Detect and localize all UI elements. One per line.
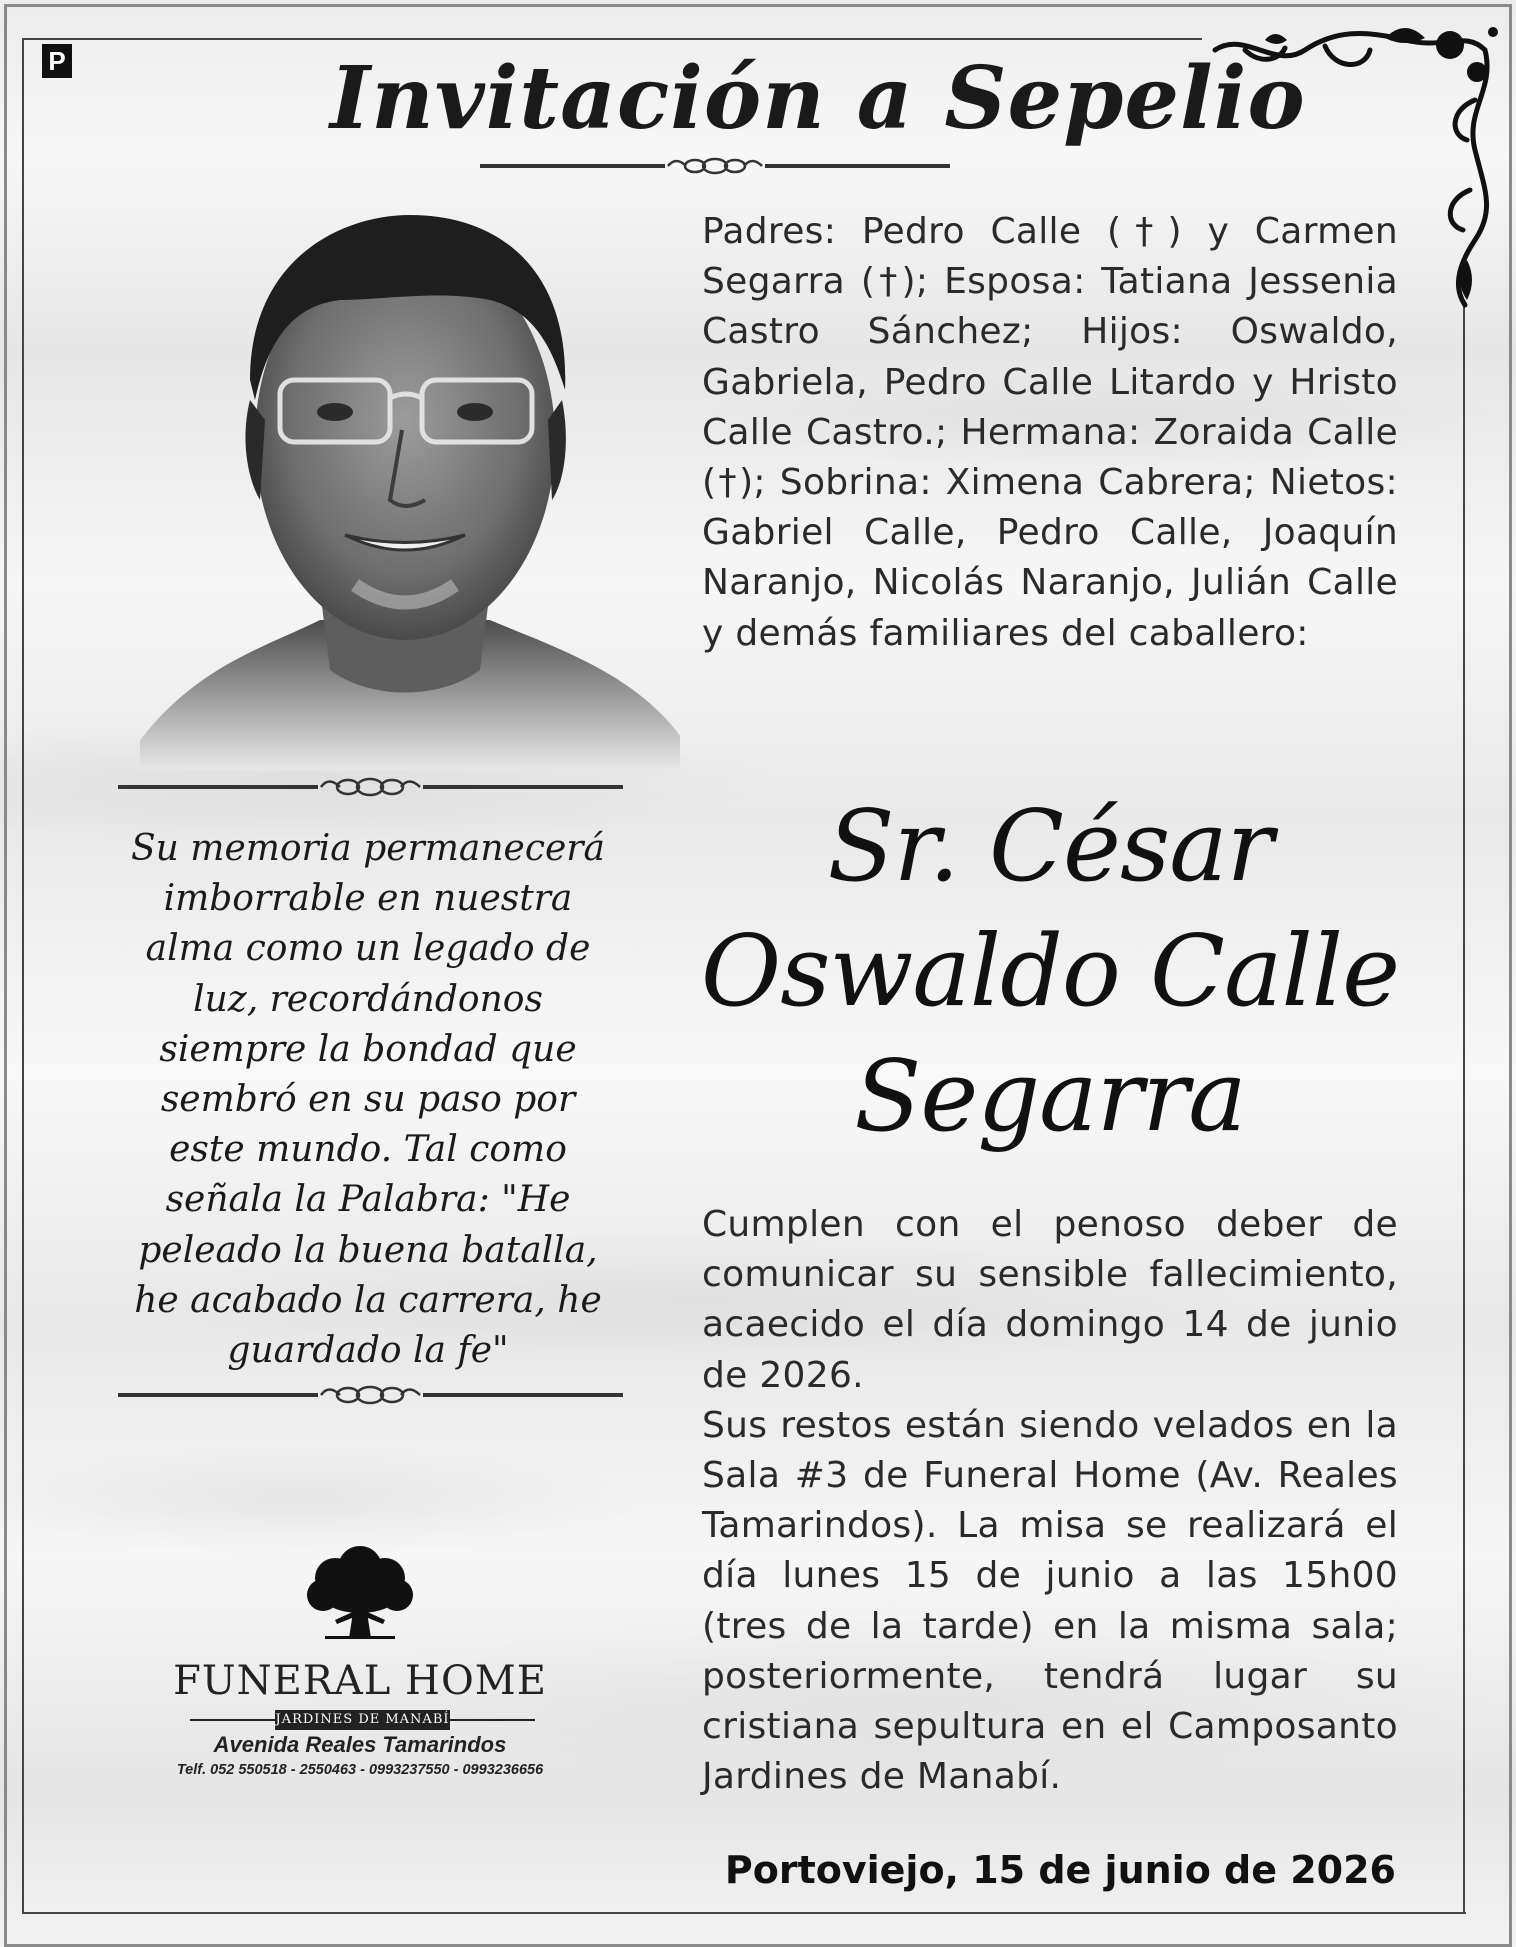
memorial-quote: Su memoria permanecerá imborrable en nuestra alma como un legado de luz, recordándonos siempre la bondad que sembró en su paso por este mundo. Tal como señala la Palabra: "He peleado la buena batalla, he acabado la carrera, he guardado la fe" xyxy=(131,828,605,1372)
announcement xyxy=(702,1200,1398,1802)
deceased-name-line2: Oswaldo Calle xyxy=(700,915,1400,1029)
portrait-photo xyxy=(140,200,680,770)
page-title: Invitación a Sepelio xyxy=(330,48,1306,149)
funeral-home-name: FUNERAL HOME xyxy=(173,1658,547,1704)
title-divider-icon xyxy=(480,152,950,180)
frame-top-line xyxy=(22,38,1202,40)
publication-badge: P xyxy=(42,44,72,78)
announcement-paragraph-1: Cumplen con el penoso deber de comunicar su sensible fallecimiento, acaecido el día domingo 14 de junio de 2026. xyxy=(702,1204,1398,1396)
tree-icon xyxy=(305,1540,415,1640)
deceased-name-line3: Segarra xyxy=(854,1040,1246,1154)
announcement-paragraph-2: Sus restos están siendo velados en la Sala #3 de Funeral Home (Av. Reales Tamarindos). La misa se realizará el día lunes 15 de junio a las 15h00 (tres de la tarde) en la misma sala; posteriormente, tendrá lugar su cristiana sepultura en el Camposanto Jardines de Manabí. xyxy=(702,1404,1398,1798)
photo-divider-icon xyxy=(118,772,623,802)
deceased-name xyxy=(690,785,1410,1160)
funeral-home-phones: Telf. 052 550518 - 2550463 - 0993237550 - 0993236656 xyxy=(176,1762,544,1778)
dateline: Portoviejo, 15 de junio de 2026 xyxy=(724,1848,1396,1892)
relatives-list: Padres: Pedro Calle (†) y Carmen Segarra (†); Esposa: Tatiana Jessenia Castro Sánchez; Hijos: Oswaldo, Gabriela, Pedro Calle Litardo y Hristo Calle Castro.; Hermana: Zoraida Calle (†); Sobrina: Ximena Cabrera; Nietos: Gabriel Calle, Pedro Calle, Joaquín Naranjo, Nicolás Naranjo, Julián Calle y demás familiares del caballero: xyxy=(702,211,1398,654)
logo-subtitle-bar xyxy=(190,1710,535,1730)
quote-divider-icon xyxy=(118,1380,623,1410)
frame-right-line xyxy=(1463,300,1465,1912)
deceased-name-line1: Sr. César xyxy=(827,790,1273,904)
funeral-home-address: Avenida Reales Tamarindos xyxy=(213,1732,507,1757)
funeral-home-subtitle: JARDINES DE MANABÍ xyxy=(275,1710,450,1730)
